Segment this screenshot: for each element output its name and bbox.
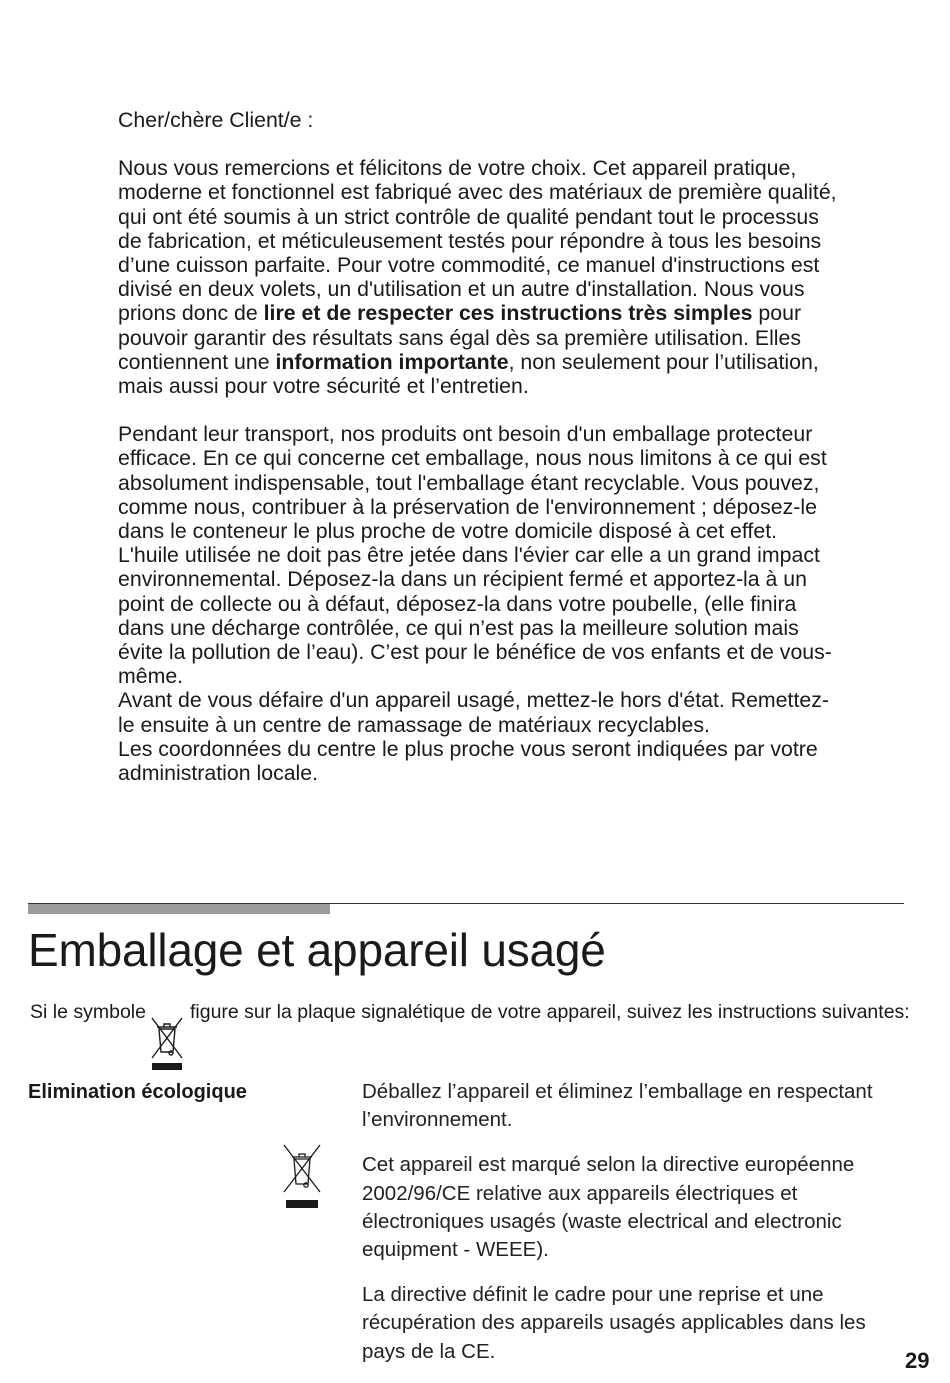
customer-letter (118, 108, 838, 785)
section-intro (30, 994, 910, 1048)
crossed-out-wheelie-bin-icon (280, 1142, 324, 1210)
eco-paragraph-directive: La directive définit le cadre pour une reprise et une récupération des appareils usagés applicables dans les pays de la CE. (362, 1283, 866, 1363)
letter-paragraph-welcome (118, 156, 838, 398)
section-divider-bar (28, 904, 330, 914)
welcome-text-3: , non seulement pour l’utilisation, mais aussi pour votre sécurité et l’entretien. (118, 349, 819, 399)
letter-paragraph-oil: L'huile utilisée ne doit pas être jetée dans l'évier car elle a un grand impact environnemental. Déposez-la dans un récipient fermé et apportez-la à un point de collecte ou à défaut, déposez-la dans votre poubelle, (elle finira dans une décharge contrôlée, ce qui n’est pas la meilleure solution mais évite la pollution de l’eau). C’est pour le bénéfice de vos enfants et de vous-même. (118, 543, 832, 689)
page-number: 29 (905, 1348, 930, 1373)
welcome-text-1: Nous vous remercions et félicitons de votre choix. Cet appareil pratique, moderne et fonctionnel est fabriqué avec des matériaux de première qualité, qui ont été soumis à un strict contrôle de qualité pendant tout le processus de fabrication, et méticuleusement testés pour répondre à tous les besoins d’une cuisson parfaite. Pour votre commodité, ce manuel d'instructions est divisé en deux volets, un d'utilisation et un autre d'installation. Nous vous prions donc de (118, 156, 837, 326)
section-title: Emballage et appareil usagé (28, 924, 606, 976)
welcome-emphasis-instructions: lire et de respecter ces instructions très simples (263, 301, 753, 326)
eco-disposal-text (362, 1078, 912, 1383)
eco-paragraph-unpack: Déballez l’appareil et éliminez l’emballage en respectant l’environnement. (362, 1080, 873, 1132)
crossed-out-wheelie-bin-icon (146, 1012, 188, 1072)
welcome-text-2: pour pouvoir garantir des résultats sans égal dès sa première utilisation. Elles contiennent une (118, 301, 802, 374)
letter-paragraph-packaging: Pendant leur transport, nos produits ont besoin d'un emballage protecteur efficace. En ce qui concerne cet emballage, nous nous limitons à ce qui est absolument indispensable, tout l'emballage étant recyclable. Vous pouvez, comme nous, contribuer à la préservation de l'environnement ; déposez-le dans le conteneur le plus proche de votre domicile disposé à cet effet. (118, 422, 827, 544)
intro-text-after: figure sur la plaque signalétique de votre appareil, suivez les instructions suivantes: (189, 1001, 910, 1023)
letter-paragraph-local-admin: Les coordonnées du centre le plus proche vous seront indiquées par votre administration locale. (118, 736, 818, 786)
salutation: Cher/chère Client/e : (118, 108, 314, 132)
eco-paragraph-weee: Cet appareil est marqué selon la directive européenne 2002/96/CE relative aux appareils électriques et électroniques usagés (waste electrical and electronic equipment - WEEE). (362, 1153, 855, 1262)
welcome-emphasis-information: information importante (275, 349, 509, 374)
intro-text-before: Si le symbole (30, 1001, 146, 1023)
letter-paragraph-old-appliance: Avant de vous défaire d'un appareil usagé, mettez-le hors d'état. Remettez-le ensuite à un centre de ramassage de matériaux recyclables. (118, 688, 829, 737)
eco-disposal-label: Elimination écologique (28, 1081, 247, 1103)
